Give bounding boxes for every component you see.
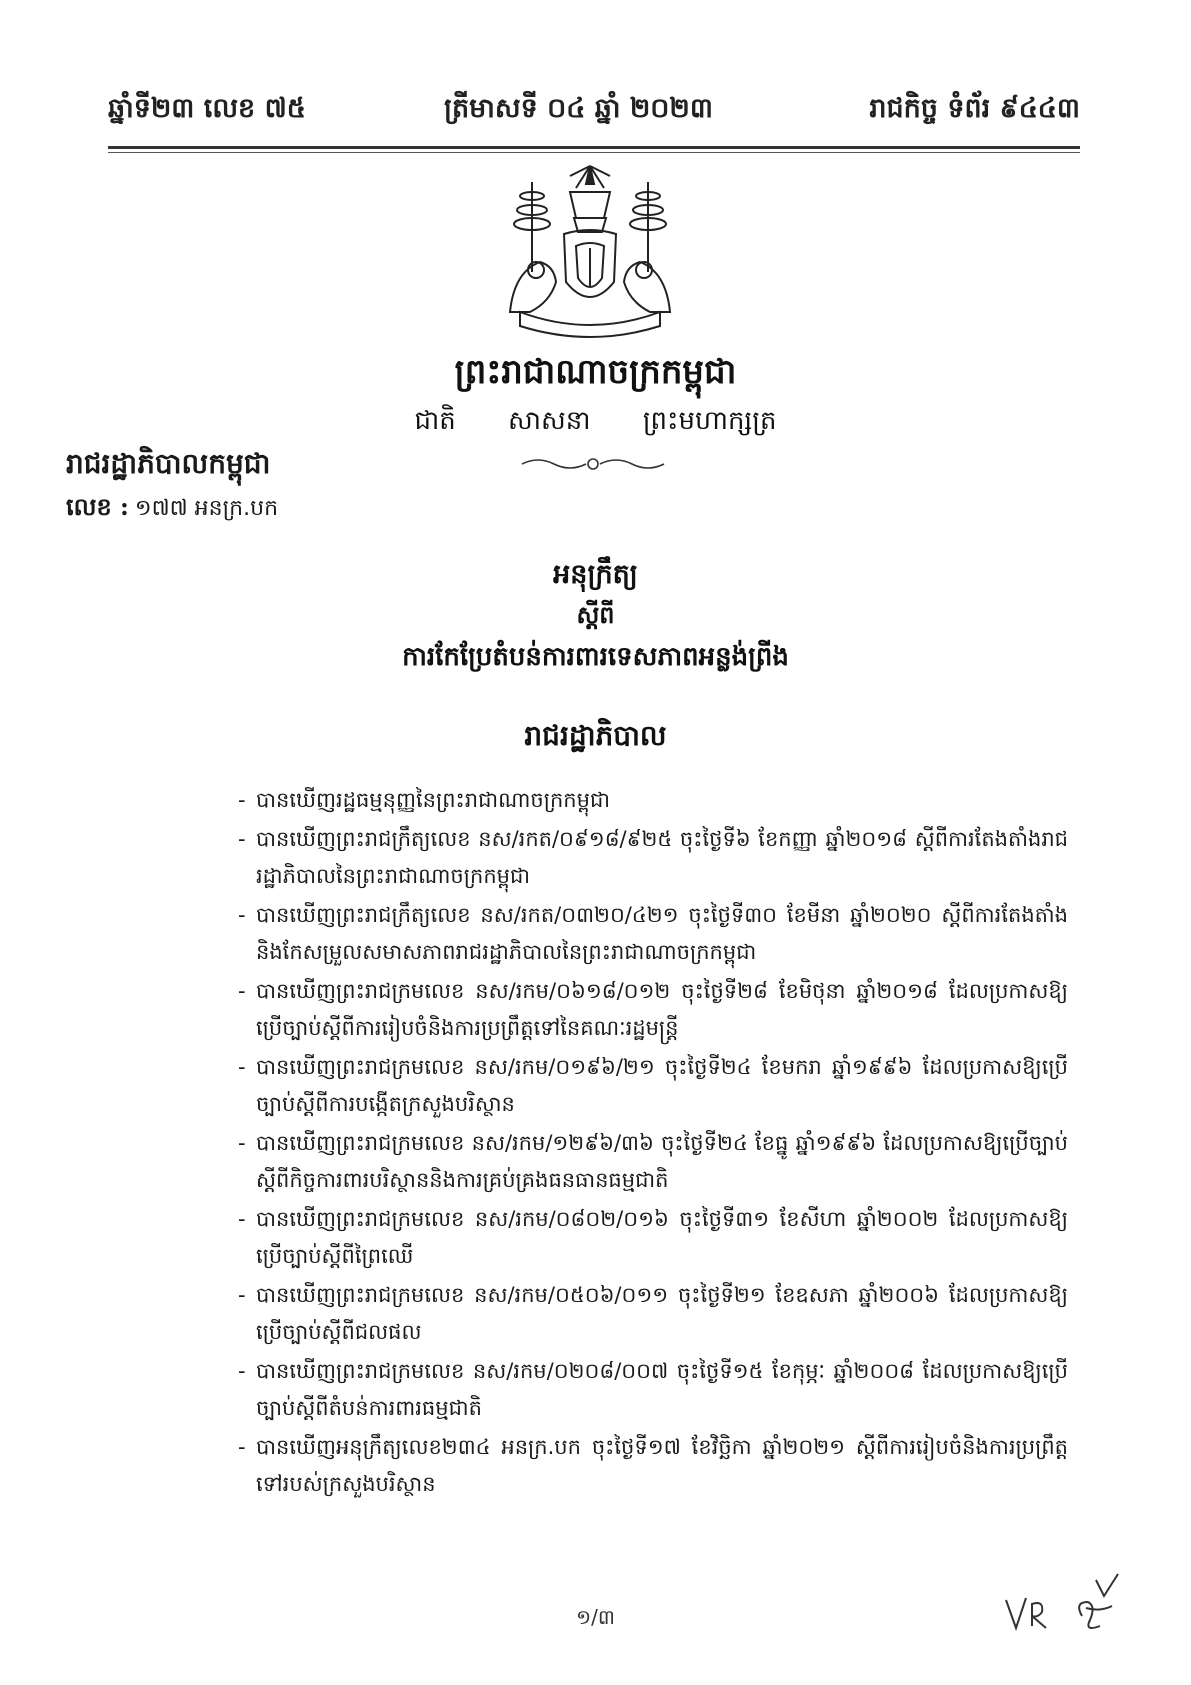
list-item: - បានឃើញព្រះរាជក្រមលេខ នស/រកម/០៥០៦/០១១ ចុះថ្ងៃទី២១ ខែឧសភា ឆ្នាំ២០០៦ ដែលប្រកាសឱ្យប្រើច្បាប់ស្តីពីជលផល <box>238 1277 1068 1351</box>
recitals-list <box>238 782 1068 1505</box>
motto-nation: ជាតិ <box>414 406 456 436</box>
motto-king: ព្រះមហាក្សត្រ <box>642 406 777 436</box>
handwritten-initials-signature <box>1000 1572 1140 1652</box>
list-item: - បានឃើញព្រះរាជក្រឹត្យលេខ នស/រកត/០៣២០/៤២១ ចុះថ្ងៃទី៣០ ខែមីនា ឆ្នាំ២០២០ ស្តីពីការតែងតាំងនិងកែសម្រួលសមាសភាពរាជរដ្ឋាភិបាលនៃព្រះរាជាណាចក្រកម្ពុជា <box>238 897 1068 971</box>
decree-number-label: លេខ : <box>66 492 129 521</box>
document-concerning: ស្តីពី <box>576 600 615 629</box>
issuing-government: រាជរដ្ឋាភិបាលកម្ពុជា <box>66 447 271 480</box>
list-item: - បានឃើញព្រះរាជក្រមលេខ នស/រកម/០៦១៨/០១២ ចុះថ្ងៃទី២៨ ខែមិថុនា ឆ្នាំ២០១៨ ដែលប្រកាសឱ្យប្រើច្បាប់ស្តីពីការរៀបចំនិងការប្រព្រឹត្តទៅនៃគណៈរដ្ឋមន្ត្រី <box>238 973 1068 1047</box>
decree-number-value: ១៧៧ អនក្រ.បក <box>134 496 279 521</box>
gazette-header <box>108 86 1080 136</box>
gazette-page: រាជកិច្ច ទំព័រ ៩៤៤៣ <box>869 93 1080 124</box>
gazette-year-issue: ឆ្នាំទី២៣ លេខ ៧៥ <box>108 93 306 124</box>
list-item: - បានឃើញព្រះរាជក្រមលេខ នស/រកម/០១៩៦/២១ ចុះថ្ងៃទី២៤ ខែមករា ឆ្នាំ១៩៩៦ ដែលប្រកាសឱ្យប្រើច្បាប់ស្តីពីការបង្កើតក្រសួងបរិស្ថាន <box>238 1049 1068 1123</box>
kingdom-title: ព្រះរាជាណាចក្រកម្ពុជា <box>454 352 737 392</box>
decree-number <box>66 492 278 527</box>
document-subject: ការកែប្រែតំបន់ការពារទេសភាពអន្លង់ព្រីង <box>402 642 789 672</box>
list-item: - បានឃើញរដ្ឋធម្មនុញ្ញនៃព្រះរាជាណាចក្រកម្ពុជា <box>238 782 1068 819</box>
royal-coat-of-arms-emblem <box>490 162 690 342</box>
national-motto <box>0 404 1191 442</box>
list-item: - បានឃើញព្រះរាជក្រមលេខ នស/រកម/០៨០២/០១៦ ចុះថ្ងៃទី៣១ ខែសីហា ឆ្នាំ២០០២ ដែលប្រកាសឱ្យប្រើច្បាប់ស្តីពីព្រៃឈើ <box>238 1201 1068 1275</box>
motto-religion: សាសនា <box>508 406 591 436</box>
document-type: អនុក្រឹត្យ <box>553 559 638 590</box>
list-item: - បានឃើញព្រះរាជក្រមលេខ នស/រកម/១២៩៦/៣៦ ចុះថ្ងៃទី២៤ ខែធ្នូ ឆ្នាំ១៩៩៦ ដែលប្រកាសឱ្យប្រើច្បាប់ស្តីពីកិច្ចការពារបរិស្ថាននិងការគ្រប់គ្រងធនធានធម្មជាតិ <box>238 1125 1068 1199</box>
header-rule-thin <box>108 152 1080 153</box>
list-item: - បានឃើញព្រះរាជក្រឹត្យលេខ នស/រកត/០៩១៨/៩២៥ ចុះថ្ងៃទី៦ ខែកញ្ញា ឆ្នាំ២០១៨ ស្តីពីការតែងតាំងរាជរដ្ឋាភិបាលនៃព្រះរាជាណាចក្រកម្ពុជា <box>238 821 1068 895</box>
document-authority: រាជរដ្ឋាភិបាល <box>524 719 667 752</box>
gazette-quarter: ត្រីមាសទី ០៤ ឆ្នាំ ២០២៣ <box>444 93 713 124</box>
list-item: - បានឃើញព្រះរាជក្រមលេខ នស/រកម/០២០៨/០០៧ ចុះថ្ងៃទី១៥ ខែកុម្ភៈ ឆ្នាំ២០០៨ ដែលប្រកាសឱ្យប្រើច្បាប់ស្តីពីតំបន់ការពារធម្មជាតិ <box>238 1353 1068 1427</box>
page-number: ១/៣ <box>576 1605 615 1629</box>
decorative-ornament-divider <box>518 456 668 472</box>
list-item: - បានឃើញអនុក្រឹត្យលេខ២៣៤ អនក្រ.បក ចុះថ្ងៃទី១៧ ខែវិច្ឆិកា ឆ្នាំ២០២១ ស្តីពីការរៀបចំនិងការប្រព្រឹត្តទៅរបស់ក្រសួងបរិស្ថាន <box>238 1429 1068 1503</box>
header-rule-thick <box>108 146 1080 149</box>
